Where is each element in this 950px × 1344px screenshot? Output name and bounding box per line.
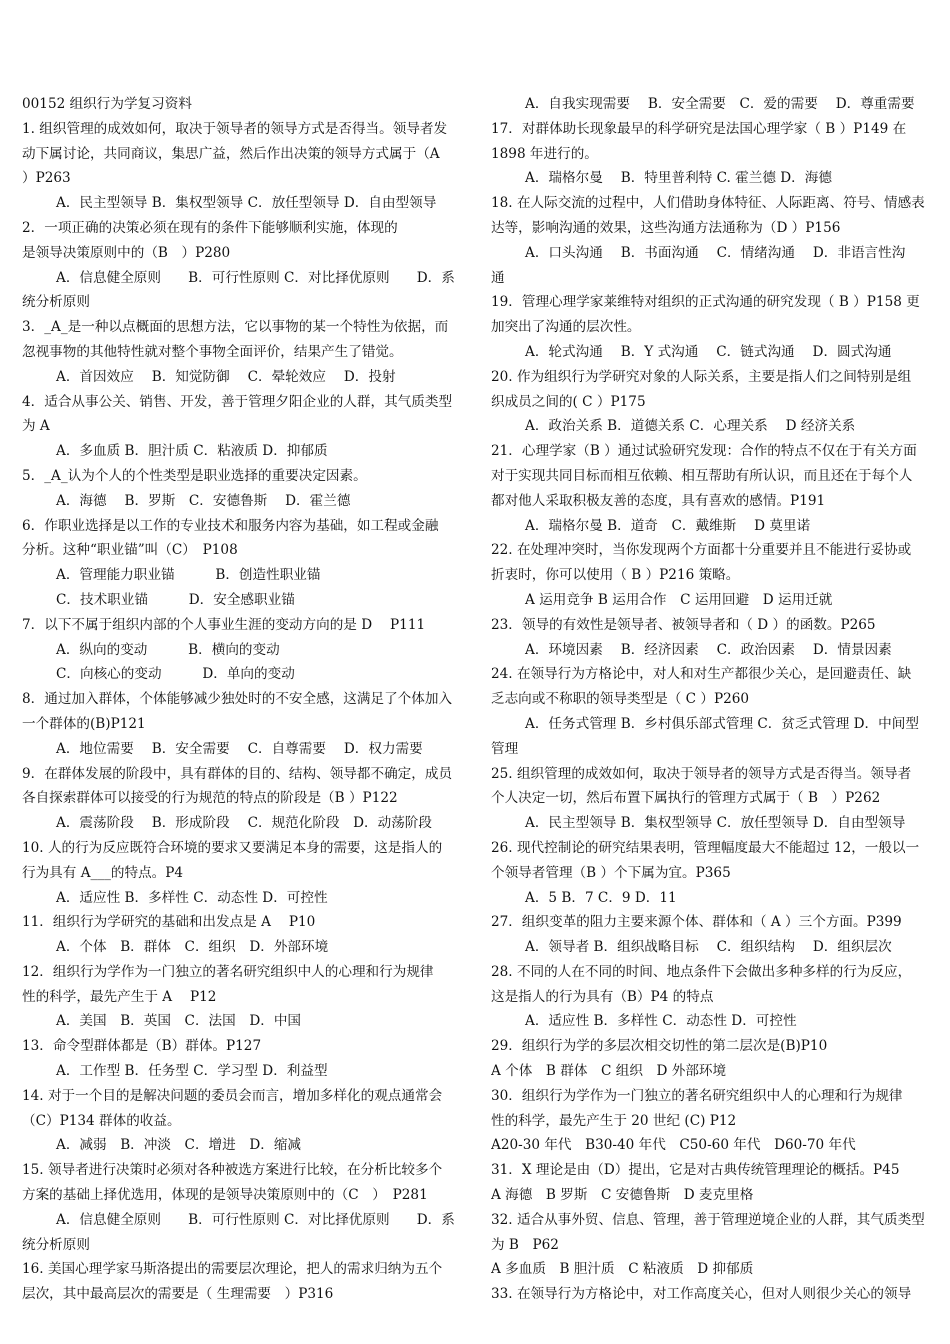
- text-line: 性的科学，最先产生于 20 世纪 (C) P12: [491, 1112, 737, 1129]
- text-line: 忽视事物的其他特性就对整个事物全面评价，结果产生了错觉。: [22, 343, 403, 360]
- text-line: 行为具有 A___的特点。P4: [22, 864, 184, 881]
- text-line: A．纵向的变动 B．横向的变动: [56, 641, 280, 658]
- text-line: A．地位需要 B．安全需要 C．自尊需要 D．权力需要: [56, 740, 423, 757]
- text-line: A．多血质 B．胆汁质 C．粘液质 D．抑郁质: [56, 443, 328, 460]
- text-line: 30．组织行为学作为一门独立的著名研究组织中人的心理和行为规律: [491, 1087, 903, 1104]
- text-line: A 多血质 B 胆汁质 C 粘液质 D 抑郁质: [491, 1261, 754, 1278]
- text-line: A．瑞格尔曼 B．特里普利特 C. 霍兰德 D．海德: [525, 170, 832, 187]
- text-line: A．民主型领导 B．集权型领导 C．放任型领导 D．自由型领导: [525, 815, 906, 832]
- text-line: A．信息健全原则 B．可行性原则 C．对比择优原则 D．系: [56, 269, 455, 286]
- text-line: 31．X 理论是由（D）提出，它是对古典传统管理理论的概括。P45: [491, 1162, 900, 1179]
- text-line: 2．一项正确的决策必须在现有的条件下能够顺利实施，体现的: [22, 219, 398, 236]
- text-line: 16. 美国心理学家马斯洛提出的需要层次理论，把人的需求归纳为五个: [22, 1261, 443, 1278]
- text-line: 12．组织行为学作为一门独立的著名研究组织中人的心理和行为规律: [22, 963, 434, 980]
- text-line: A．美国 B．英国 C．法国 D．中国: [56, 1013, 302, 1030]
- right-column: [491, 92, 928, 1307]
- text-line: A．海德 B．罗斯 C．安德鲁斯 D．霍兰德: [56, 492, 351, 509]
- text-line: A．管理能力职业锚 B．创造性职业锚: [56, 567, 321, 584]
- text-line: 个人决定一切，然后布置下属执行的管理方式属于（ B ）P262: [491, 790, 881, 807]
- text-line: 通: [491, 269, 505, 286]
- text-line: 统分析原则: [22, 294, 90, 311]
- text-line: 9．在群体发展的阶段中，具有群体的目的、结构、领导都不确定，成员: [22, 765, 453, 782]
- text-line: 24. 在领导行为方格论中，对人和对生产都很少关心，是回避责任、缺: [491, 666, 912, 683]
- text-line: 26. 现代控制论的研究结果表明，管理幅度最大不能超过 12，一般以一: [491, 839, 920, 856]
- text-line: 一个群体的(B)P121: [22, 715, 146, 732]
- text-line: 20. 作为组织行为学研究对象的人际关系，主要是指人们之间特别是组: [491, 368, 912, 385]
- text-line: 对于实现共同目标而相互依赖、相互帮助有所认识，而且还在于每个人: [491, 467, 913, 484]
- text-line: A．政治关系 B．道德关系 C．心理关系 D 经济关系: [525, 418, 856, 435]
- text-line: C．技术职业锚 D．安全感职业锚: [56, 591, 295, 608]
- text-line: 统分析原则: [22, 1236, 90, 1253]
- text-line: A．适应性 B．多样性 C．动态性 D．可控性: [525, 1013, 797, 1030]
- text-line: 27．组织变革的阻力主要来源个体、群体和（ A ）三个方面。P399: [491, 914, 902, 931]
- text-line: 性的科学，最先产生于 A P12: [22, 988, 217, 1005]
- text-line: 15. 领导者进行决策时必须对各种被选方案进行比较，在分析比较多个: [22, 1162, 443, 1179]
- text-line: 加突出了沟通的层次性。: [491, 319, 641, 336]
- text-line: A 个体 B 群体 C 组织 D 外部环境: [491, 1063, 727, 1080]
- text-line: A．民主型领导 B．集权型领导 C．放任型领导 D．自由型领导: [56, 195, 437, 212]
- text-line: 28. 不同的人在不同的时间、地点条件下会做出多种多样的行为反应，: [491, 963, 912, 980]
- text-line: 分析。这种“职业锚”叫（C） P108: [22, 542, 238, 559]
- left-column: [22, 92, 459, 1307]
- text-line: A．口头沟通 B．书面沟通 C．情绪沟通 D．非语言性沟: [525, 244, 906, 261]
- text-line: A．任务式管理 B．乡村俱乐部式管理 C．贫乏式管理 D．中间型: [525, 715, 919, 732]
- text-line: 17．对群体助长现象最早的科学研究是法国心理学家（ B ）P149 在: [491, 120, 907, 137]
- text-line: 18. 在人际交流的过程中，人们借助身体特征、人际距离、符号、情感表: [491, 195, 925, 212]
- text-line: 是领导决策原则中的（B ）P280: [22, 244, 231, 261]
- text-line: （C）P134 群体的收益。: [22, 1112, 181, 1129]
- text-line: 折衷时，你可以使用（ B ）P216 策略。: [491, 567, 740, 584]
- text-line: A．轮式沟通 B．Y 式沟通 C．链式沟通 D．圆式沟通: [525, 343, 892, 360]
- text-line: 25. 组织管理的成效如何，取决于领导者的领导方式是否得当。领导者: [491, 765, 912, 782]
- text-line: 7．以下不属于组织内部的个人事业生涯的变动方向的是 D P111: [22, 616, 426, 633]
- text-line: 3．_A_是一种以点概面的思想方法，它以事物的某一个特性为依据，而: [22, 319, 449, 336]
- text-line: A．领导者 B．组织战略目标 C．组织结构 D．组织层次: [525, 939, 892, 956]
- text-line: 1. 组织管理的成效如何，取决于领导者的领导方式是否得当。领导者发: [22, 120, 448, 137]
- text-line: 层次，其中最高层次的需要是（ 生理需要 ）P316: [22, 1286, 334, 1303]
- text-line: 5．_A_认为个人的个性类型是职业选择的重要决定因素。: [22, 467, 367, 484]
- text-line: C．向核心的变动 D．单向的变动: [56, 666, 295, 683]
- text-line: A．瑞格尔曼 B．道奇 C．戴维斯 D 莫里诺: [525, 517, 811, 534]
- text-line: 为 B P62: [491, 1236, 559, 1253]
- text-line: A 运用竞争 B 运用合作 C 运用回避 D 运用迁就: [525, 591, 833, 608]
- text-line: A．减弱 B．冲淡 C．增进 D．缩减: [56, 1137, 302, 1154]
- text-line: A．个体 B．群体 C．组织 D．外部环境: [56, 939, 329, 956]
- text-line: 为 A: [22, 418, 50, 435]
- text-line: ）P263: [22, 170, 71, 187]
- text-line: 1898 年进行的。: [491, 145, 598, 162]
- text-line: A．工作型 B．任务型 C．学习型 D．利益型: [56, 1063, 328, 1080]
- text-line: 6．作职业选择是以工作的专业技术和服务内容为基础，如工程或金融: [22, 517, 439, 534]
- text-line: 达等，影响沟通的效果，这些沟通方法通称为（D ）P156: [491, 219, 841, 236]
- text-line: 8．通过加入群体，个体能够减少独处时的不安全感，这满足了个体加入: [22, 691, 453, 708]
- text-line: A．环境因素 B．经济因素 C．政治因素 D．情景因素: [525, 641, 892, 658]
- text-line: 管理: [491, 740, 519, 757]
- text-line: A．自我实现需要 B．安全需要 C．爱的需要 D．尊重需要: [525, 96, 915, 112]
- text-line: 33. 在领导行为方格论中，对工作高度关心，但对人则很少关心的领导: [491, 1286, 912, 1303]
- text-line: A．震荡阶段 B．形成阶段 C．规范化阶段 D．动荡阶段: [56, 815, 432, 832]
- text-line: 23．领导的有效性是领导者、被领导者和（ D ）的函数。P265: [491, 616, 876, 633]
- text-line: A．信息健全原则 B．可行性原则 C．对比择优原则 D．系: [56, 1211, 455, 1228]
- text-line: 29．组织行为学的多层次相交切性的第二层次是(B)P10: [491, 1038, 828, 1055]
- text-line: 19．管理心理学家莱维特对组织的正式沟通的研究发现（ B ）P158 更: [491, 294, 920, 311]
- text-line: 各自探索群体可以接受的行为规范的特点的阶段是（B ）P122: [22, 790, 398, 807]
- text-line: 22. 在处理冲突时，当你发现两个方面都十分重要并且不能进行妥协或: [491, 542, 912, 559]
- text-line: A．适应性 B．多样性 C．动态性 D．可控性: [56, 889, 328, 906]
- text-line: A20-30 年代 B30-40 年代 C50-60 年代 D60-70 年代: [491, 1137, 856, 1154]
- text-line: 个领导者管理（B ）个下属为宜。P365: [491, 864, 731, 881]
- text-line: 都对他人采取积极友善的态度，具有喜欢的感情。P191: [491, 492, 826, 509]
- text-line: 00152 组织行为学复习资料: [22, 96, 192, 112]
- text-line: 21．心理学家（B ）通过试验研究发现：合作的特点不仅在于有关方面: [491, 443, 917, 460]
- text-line: 4．适合从事公关、销售、开发，善于管理夕阳企业的人群，其气质类型: [22, 393, 453, 410]
- text-line: A．5 B．7 C．9 D．11: [525, 889, 677, 906]
- text-line: 方案的基础上择优选用，体现的是领导决策原则中的（C ） P281: [22, 1187, 428, 1204]
- text-line: 织成员之间的( C ）P175: [491, 393, 646, 410]
- text-line: 14. 对于一个目的是解决问题的委员会而言，增加多样化的观点通常会: [22, 1087, 443, 1104]
- text-line: 11．组织行为学研究的基础和出发点是 A P10: [22, 914, 316, 931]
- text-line: A．首因效应 B．知觉防御 C．晕轮效应 D．投射: [56, 368, 396, 385]
- text-line: 动下属讨论，共同商议，集思广益，然后作出决策的领导方式属于（A: [22, 145, 440, 162]
- text-line: 乏志向或不称职的领导类型是（ C ）P260: [491, 691, 750, 708]
- text-line: A 海德 B 罗斯 C 安德鲁斯 D 麦克里格: [491, 1187, 754, 1204]
- text-line: 这是指人的行为具有（B）P4 的特点: [491, 988, 714, 1005]
- text-line: 32. 适合从事外贸、信息、管理，善于管理逆境企业的人群，其气质类型: [491, 1211, 925, 1228]
- text-line: 13．命令型群体都是（B）群体。P127: [22, 1038, 262, 1055]
- text-line: 10. 人的行为反应既符合环境的要求又要满足本身的需要，这是指人的: [22, 839, 443, 856]
